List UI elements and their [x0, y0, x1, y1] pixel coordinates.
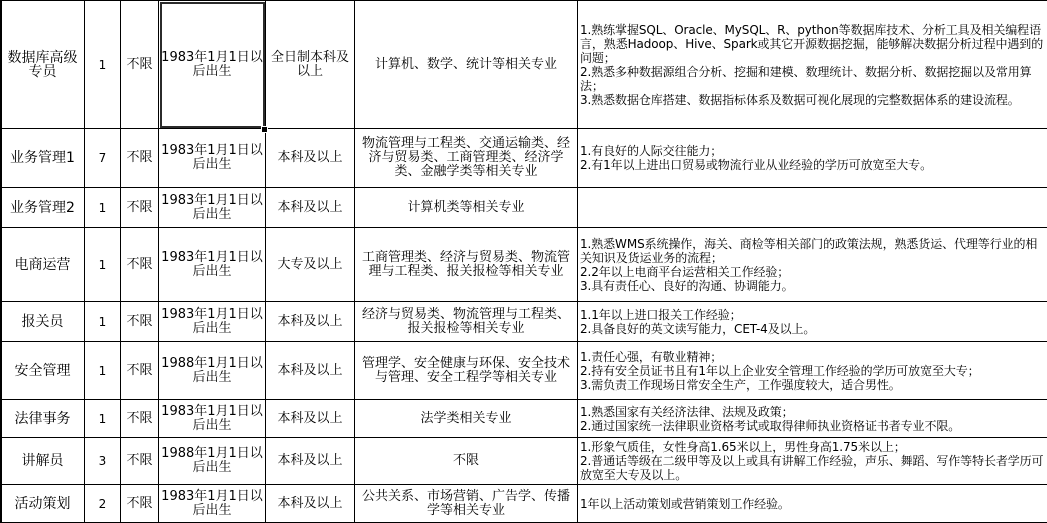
requirements-cell[interactable]: [578, 400, 1047, 438]
position-cell[interactable]: 讲解员: [1, 438, 85, 485]
birth-cell[interactable]: 1988年1月1日以后出生: [159, 342, 266, 400]
birth-cell[interactable]: 1983年1月1日以后出生: [159, 188, 266, 228]
major-cell[interactable]: 计算机、数学、统计等相关专业: [355, 1, 578, 129]
table-row: [1, 438, 1047, 485]
requirements-cell[interactable]: [578, 342, 1047, 400]
count-cell[interactable]: 1: [85, 342, 121, 400]
position-cell[interactable]: 数据库高级专员: [1, 1, 85, 129]
requirement-line: 1.熟悉国家有关经济法律、法规及政策；: [580, 405, 1045, 419]
count-cell[interactable]: 1: [85, 188, 121, 228]
gender-cell[interactable]: 不限: [121, 438, 159, 485]
requirements-cell[interactable]: [578, 485, 1047, 523]
position-cell[interactable]: 法律事务: [1, 400, 85, 438]
requirement-line: 1.形象气质佳，女性身高1.65米以上，男性身高1.75米以上；: [580, 440, 1045, 454]
gender-cell[interactable]: 不限: [121, 302, 159, 342]
major-cell[interactable]: 法学类相关专业: [355, 400, 578, 438]
birth-cell[interactable]: 1983年1月1日以后出生: [159, 485, 266, 523]
table-row: [1, 228, 1047, 302]
requirement-line: 1.熟练掌握SQL、Oracle、MySQL、R、python等数据库技术、分析工具及相关编程语言，熟悉Hadoop、Hive、Spark或其它开源数据挖掘，能够解决数据分析过程中遇到的问题；: [580, 23, 1045, 65]
requirements-cell-empty[interactable]: [578, 188, 1047, 228]
education-cell[interactable]: 本科及以上: [266, 342, 355, 400]
requirement-line: 2.具备良好的英文读写能力，CET-4及以上。: [580, 322, 1045, 336]
birth-cell-selected[interactable]: 1983年1月1日以后出生: [159, 1, 266, 129]
gender-cell[interactable]: 不限: [121, 129, 159, 188]
count-cell[interactable]: 1: [85, 1, 121, 129]
requirements-cell[interactable]: [578, 302, 1047, 342]
major-cell[interactable]: 计算机类等相关专业: [355, 188, 578, 228]
education-cell[interactable]: 全日制本科及以上: [266, 1, 355, 129]
requirement-line: 1年以上活动策划或营销策划工作经验。: [580, 497, 1045, 511]
birth-cell[interactable]: 1983年1月1日以后出生: [159, 228, 266, 302]
table-row: [1, 485, 1047, 523]
major-cell[interactable]: 公共关系、市场营销、广告学、传播学等相关专业: [355, 485, 578, 523]
requirements-cell[interactable]: [578, 129, 1047, 188]
requirement-line: 1.有良好的人际交往能力；: [580, 144, 1045, 158]
requirement-line: 3.熟悉数据仓库搭建、数据指标体系及数据可视化展现的完整数据体系的建设流程。: [580, 93, 1045, 107]
birth-cell[interactable]: 1983年1月1日以后出生: [159, 302, 266, 342]
gender-cell[interactable]: 不限: [121, 400, 159, 438]
count-cell[interactable]: 1: [85, 228, 121, 302]
requirements-cell[interactable]: [578, 438, 1047, 485]
birth-cell[interactable]: 1988年1月1日以后出生: [159, 438, 266, 485]
count-cell[interactable]: 7: [85, 129, 121, 188]
requirement-line: 1.1年以上进口报关工作经验；: [580, 308, 1045, 322]
position-cell[interactable]: 活动策划: [1, 485, 85, 523]
position-cell[interactable]: 电商运营: [1, 228, 85, 302]
requirement-line: 2.普通话等级在二级甲等及以上或具有讲解工作经验，声乐、舞蹈、写作等特长者学历可放宽至大专及以上。: [580, 454, 1045, 482]
birth-cell[interactable]: 1983年1月1日以后出生: [159, 400, 266, 438]
count-cell[interactable]: 2: [85, 485, 121, 523]
table-row: [1, 302, 1047, 342]
major-cell[interactable]: 工商管理类、经济与贸易类、物流管理与工程类、报关报检等相关专业: [355, 228, 578, 302]
table-row: [1, 1, 1047, 129]
requirement-line: 3.需负责工作现场日常安全生产，工作强度较大，适合男性。: [580, 378, 1045, 392]
gender-cell[interactable]: 不限: [121, 228, 159, 302]
requirement-line: 1.责任心强，有敬业精神；: [580, 350, 1045, 364]
requirement-line: 2.熟悉多种数据源组合分析、挖掘和建模、数理统计、数据分析、数据挖掘以及常用算法；: [580, 65, 1045, 93]
gender-cell[interactable]: 不限: [121, 188, 159, 228]
selection-fill-handle[interactable]: [261, 126, 268, 133]
gender-cell[interactable]: 不限: [121, 1, 159, 129]
requirements-cell[interactable]: [578, 1, 1047, 129]
gender-cell[interactable]: 不限: [121, 485, 159, 523]
gender-cell[interactable]: 不限: [121, 342, 159, 400]
requirements-cell[interactable]: [578, 228, 1047, 302]
major-cell[interactable]: 经济与贸易类、物流管理与工程类、报关报检等相关专业: [355, 302, 578, 342]
education-cell[interactable]: 本科及以上: [266, 438, 355, 485]
count-cell[interactable]: 1: [85, 302, 121, 342]
education-cell[interactable]: 大专及以上: [266, 228, 355, 302]
major-cell[interactable]: 物流管理与工程类、交通运输类、经济与贸易类、工商管理类、经济学类、金融学类等相关专业: [355, 129, 578, 188]
table-row: [1, 129, 1047, 188]
requirement-line: 3.具有责任心、良好的沟通、协调能力。: [580, 279, 1045, 293]
education-cell[interactable]: 本科及以上: [266, 129, 355, 188]
education-cell[interactable]: 本科及以上: [266, 302, 355, 342]
education-cell[interactable]: 本科及以上: [266, 485, 355, 523]
position-cell[interactable]: 业务管理2: [1, 188, 85, 228]
education-cell[interactable]: 本科及以上: [266, 188, 355, 228]
count-cell[interactable]: 3: [85, 438, 121, 485]
requirement-line: 2.2年以上电商平台运营相关工作经验；: [580, 265, 1045, 279]
requirement-line: 2.通过国家统一法律职业资格考试或取得律师执业资格证书者专业不限。: [580, 419, 1045, 433]
major-cell[interactable]: 管理学、安全健康与环保、安全技术与管理、安全工程学等相关专业: [355, 342, 578, 400]
table-row: [1, 188, 1047, 228]
position-cell[interactable]: 安全管理: [1, 342, 85, 400]
position-cell[interactable]: 报关员: [1, 302, 85, 342]
major-cell[interactable]: 不限: [355, 438, 578, 485]
requirement-line: 2.持有安全员证书且有1年以上企业安全管理工作经验的学历可放宽至大专；: [580, 364, 1045, 378]
count-cell[interactable]: 1: [85, 400, 121, 438]
requirement-line: 2.有1年以上进出口贸易或物流行业从业经验的学历可放宽至大专。: [580, 158, 1045, 172]
position-cell[interactable]: 业务管理1: [1, 129, 85, 188]
birth-cell[interactable]: 1983年1月1日以后出生: [159, 129, 266, 188]
table-row: [1, 400, 1047, 438]
requirement-line: 1.熟悉WMS系统操作，海关、商检等相关部门的政策法规，熟悉货运、代理等行业的相关知识及货运业务的流程；: [580, 237, 1045, 265]
table-row: [1, 342, 1047, 400]
education-cell[interactable]: 本科及以上: [266, 400, 355, 438]
